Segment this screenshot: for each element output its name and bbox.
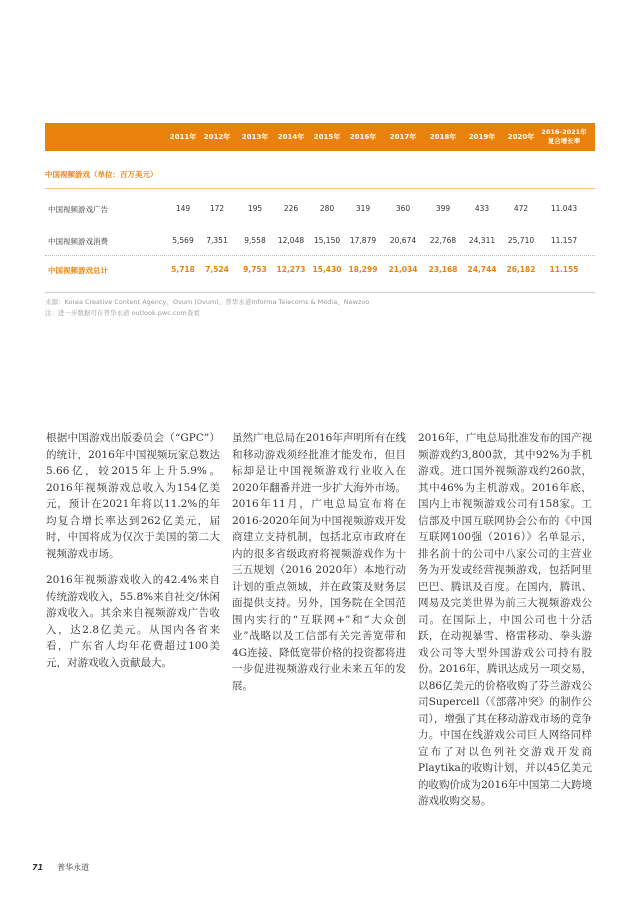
header-cagr-line: 2016-2021年 [541, 128, 587, 136]
cagr-cell: 11.043 [550, 204, 578, 213]
footer-brand: 普华永道 [57, 863, 90, 872]
header-year: 2014年 [277, 133, 305, 141]
row-label: 中国视频游戏广告 [48, 205, 108, 214]
header-year: 2016年 [349, 133, 377, 141]
page-number: 71 [32, 863, 44, 872]
table-cell: 399 [435, 204, 451, 213]
text-column-3 [418, 430, 592, 820]
header-cagr [535, 125, 593, 149]
table-cell: 17,879 [349, 236, 377, 245]
row-label: 中国视频游戏总计 [48, 266, 108, 275]
table-cell: 12,273 [276, 265, 306, 274]
table-cell: 7,524 [205, 265, 229, 274]
text-column-1 [46, 430, 220, 681]
table-header-bar [45, 123, 595, 151]
table-cell: 26,182 [506, 265, 536, 274]
table-cell: 23,168 [428, 265, 458, 274]
paragraph: 虽然广电总局在2016年声明所有在线和移动游戏须经批准才能发布，但目标却是让中国视频游戏行业收入在2020年翻番并进一步扩大海外市场。2016年11月，广电总局宣布将在2016-2020年间为中国视频游戏开发商建立支持机制，包括北京市政府在内的很多省级政府将视频游戏作为十三五规划（2016 2020年）本地行动计划的重点领域，并在政策及财务层面提供支持。另外，国务院在全国范围内实行的“互联网+”和“大众创业”战略以及工信部有关完善宽带和4G连接、降低宽带价格的投资都将进一步促进视频游戏行业未来五年的发展。 [232, 432, 406, 692]
header-year: 2019年 [468, 133, 496, 141]
table-cell: 5,569 [172, 236, 194, 245]
header-year: 2012年 [203, 133, 231, 141]
table-total-row [45, 260, 595, 280]
page-footer [32, 862, 89, 873]
table-notes [45, 292, 595, 319]
table-cell: 20,674 [389, 236, 417, 245]
table-cell: 360 [395, 204, 411, 213]
table-cell: 25,710 [507, 236, 535, 245]
header-year: 2015年 [313, 133, 341, 141]
section-title: 中国视频游戏（单位：百万美元） [45, 169, 595, 189]
source-note: 来源：Korea Creative Content Agency、Ovum (Ovum)、普华永道Informa Telecoms & Media、Newzoo [45, 298, 370, 306]
text-column-2 [232, 430, 406, 704]
paragraph: 2016年，广电总局批准发布的国产视频游戏约3,800款，其中92%为手机游戏。进口国外视频游戏约260款，其中46%为主机游戏。2016年底，国内上市视频游戏公司有158家。工信部及中国互联网协会公布的《中国互联网100强（2016）》名单显示，排名前十的公司中八家公司的主营业务为开发或经营视频游戏，包括阿里巴巴、腾讯及百度。在国内，腾讯、网易及完美世界为前三大视频游戏公司。在国际上，中国公司也十分活跃，在动视暴雪、格雷移动、拳头游戏公司等大型外国游戏公司持有股份。2016年，腾讯达成另一项交易，以86亿美元的价格收购了芬兰游戏公司Supercell（《部落冲突》的制作公司），增强了其在移动游戏市场的竞争力。中国在线游戏公司巨人网络同样宣布了对以色列社交游戏开发商Playtika的收购计划，并以45亿美元的收购价成为2016年中国第二大跨境游戏收购交易。 [418, 432, 592, 807]
table-cell: 21,034 [388, 265, 418, 274]
header-cagr-line: 复合增长率 [547, 137, 581, 145]
cagr-cell: 11.157 [550, 236, 578, 245]
header-year: 2011年 [169, 133, 197, 141]
table-row [45, 231, 595, 251]
table-cell: 172 [209, 204, 225, 213]
table-cell: 7,351 [206, 236, 228, 245]
table-cell: 12,048 [277, 236, 305, 245]
table-cell: 280 [319, 204, 335, 213]
table-cell: 15,430 [312, 265, 342, 274]
table-cell: 226 [283, 204, 299, 213]
table-cell: 472 [513, 204, 529, 213]
table-cell: 433 [474, 204, 490, 213]
table-cell: 18,299 [348, 265, 378, 274]
table-cell: 24,744 [467, 265, 497, 274]
row-label: 中国视频游戏消费 [48, 237, 108, 246]
header-year: 2013年 [241, 133, 269, 141]
table-cell: 15,150 [313, 236, 341, 245]
table-cell: 22,768 [429, 236, 457, 245]
header-year: 2020年 [507, 133, 535, 141]
table-cell: 9,558 [244, 236, 266, 245]
table-cell: 24,311 [468, 236, 496, 245]
table-cell: 149 [175, 204, 191, 213]
cagr-cell: 11.155 [549, 265, 579, 274]
table-cell: 9,753 [243, 265, 267, 274]
header-year: 2018年 [429, 133, 457, 141]
header-year: 2017年 [389, 133, 417, 141]
paragraph: 2016年视频游戏收入的42.4%来自传统游戏收入，55.8%来自社交/休闲游戏收入。其余来自视频游戏广告收入，达2.8亿美元。从国内各省来看，广东省人均年花费超过100美元，对游戏收入贡献最大。 [46, 574, 220, 669]
table-cell: 319 [355, 204, 371, 213]
data-table [45, 123, 595, 280]
footnote: 注：进一步数据可在普华永道 outlook.pwc.com查看 [45, 309, 200, 317]
table-row [45, 199, 595, 219]
table-cell: 5,718 [171, 265, 195, 274]
paragraph: 根据中国游戏出版委员会（“GPC”）的统计，2016年中国视频玩家总数达5.66亿，较2015年上升5.9%。2016年视频游戏总收入为154亿美元，预计在2021年将以11.2%的年均复合增长率达到262亿美元，届时，中国将成为仅次于美国的第二大视频游戏市场。 [46, 432, 220, 560]
table-cell: 195 [247, 204, 263, 213]
